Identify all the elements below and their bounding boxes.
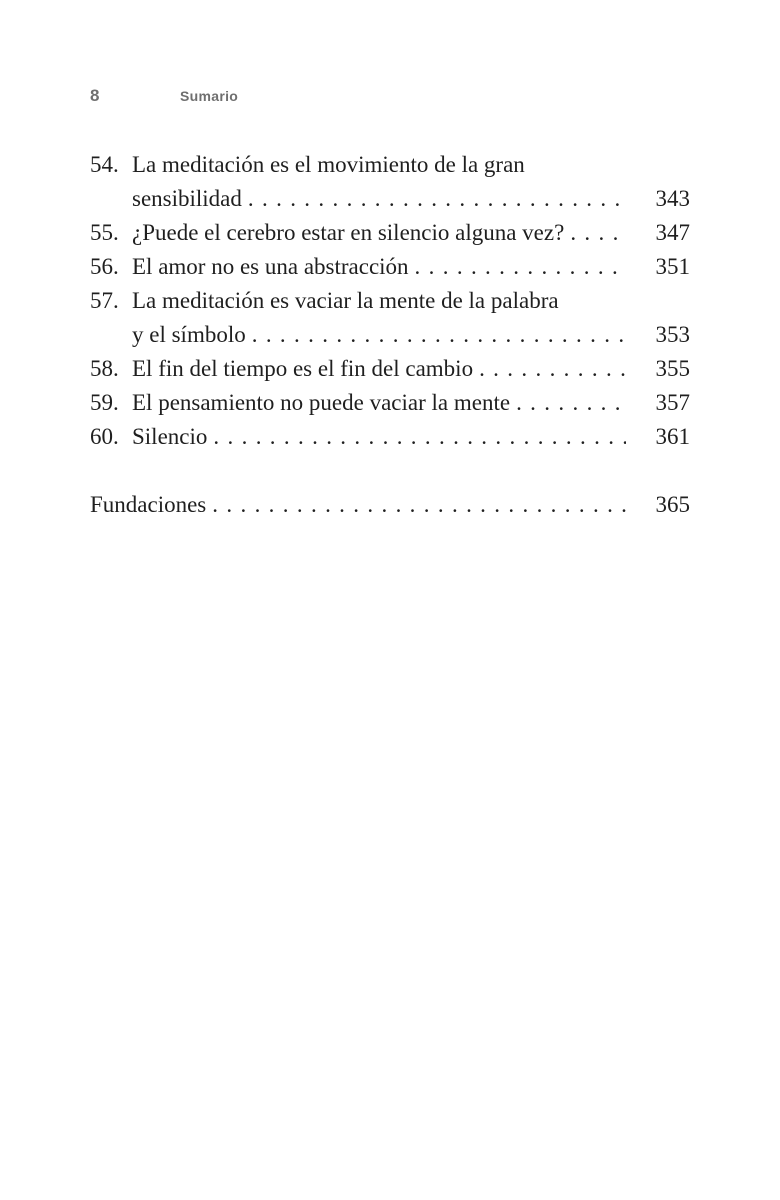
running-header xyxy=(90,86,490,106)
spacer xyxy=(90,454,690,488)
toc-entry-title: La meditación es el movimiento de la gran xyxy=(132,152,525,177)
dot-leader xyxy=(252,318,626,352)
toc-entry-title: El pensamiento no puede vaciar la mente xyxy=(132,386,516,420)
toc-entry-page: 347 xyxy=(655,220,690,245)
toc-entry-number: 59. xyxy=(90,390,119,415)
toc-entry-title: Fundaciones xyxy=(90,488,212,522)
dot-leader xyxy=(516,386,626,420)
toc-entry-title: Silencio xyxy=(132,420,213,454)
dot-leader xyxy=(479,352,626,386)
dot-leader xyxy=(570,216,626,250)
toc-entry-title: El fin del tiempo es el fin del cambio xyxy=(132,352,479,386)
toc-entry-55[interactable] xyxy=(90,216,690,250)
toc-entry-number: 54. xyxy=(90,152,119,177)
dot-leader xyxy=(213,420,626,454)
toc-entry-page: 353 xyxy=(655,322,690,347)
toc-entry-page: 365 xyxy=(655,492,690,517)
toc-entry-fundaciones[interactable] xyxy=(90,488,690,522)
toc-entry-59[interactable] xyxy=(90,386,690,420)
toc-entry-56[interactable] xyxy=(90,250,690,284)
dot-leader xyxy=(248,182,626,216)
toc-entry-number: 56. xyxy=(90,254,119,279)
page-number: 8 xyxy=(90,86,100,105)
toc-entry-54[interactable] xyxy=(90,148,690,216)
toc-entry-page: 351 xyxy=(655,254,690,279)
toc-entry-57[interactable] xyxy=(90,284,690,352)
toc-entry-page: 355 xyxy=(655,356,690,381)
toc-entry-page: 357 xyxy=(655,390,690,415)
toc-entry-title-continued: y el símbolo xyxy=(132,318,252,352)
toc-entry-title: La meditación es vaciar la mente de la palabra xyxy=(132,288,559,313)
toc-entry-58[interactable] xyxy=(90,352,690,386)
toc-entry-title: ¿Puede el cerebro estar en silencio alguna vez? xyxy=(132,216,570,250)
toc-entry-page: 343 xyxy=(655,186,690,211)
toc-entry-title: El amor no es una abstracción xyxy=(132,250,415,284)
toc-entry-number: 57. xyxy=(90,288,119,313)
section-title: Sumario xyxy=(180,88,239,104)
toc-entry-number: 58. xyxy=(90,356,119,381)
toc-entry-title-continued: sensibilidad xyxy=(132,182,248,216)
dot-leader xyxy=(212,488,626,522)
table-of-contents xyxy=(90,148,690,522)
toc-entry-60[interactable] xyxy=(90,420,690,454)
toc-entry-page: 361 xyxy=(655,424,690,449)
dot-leader xyxy=(415,250,626,284)
toc-entry-number: 55. xyxy=(90,220,119,245)
toc-entry-number: 60. xyxy=(90,424,119,449)
